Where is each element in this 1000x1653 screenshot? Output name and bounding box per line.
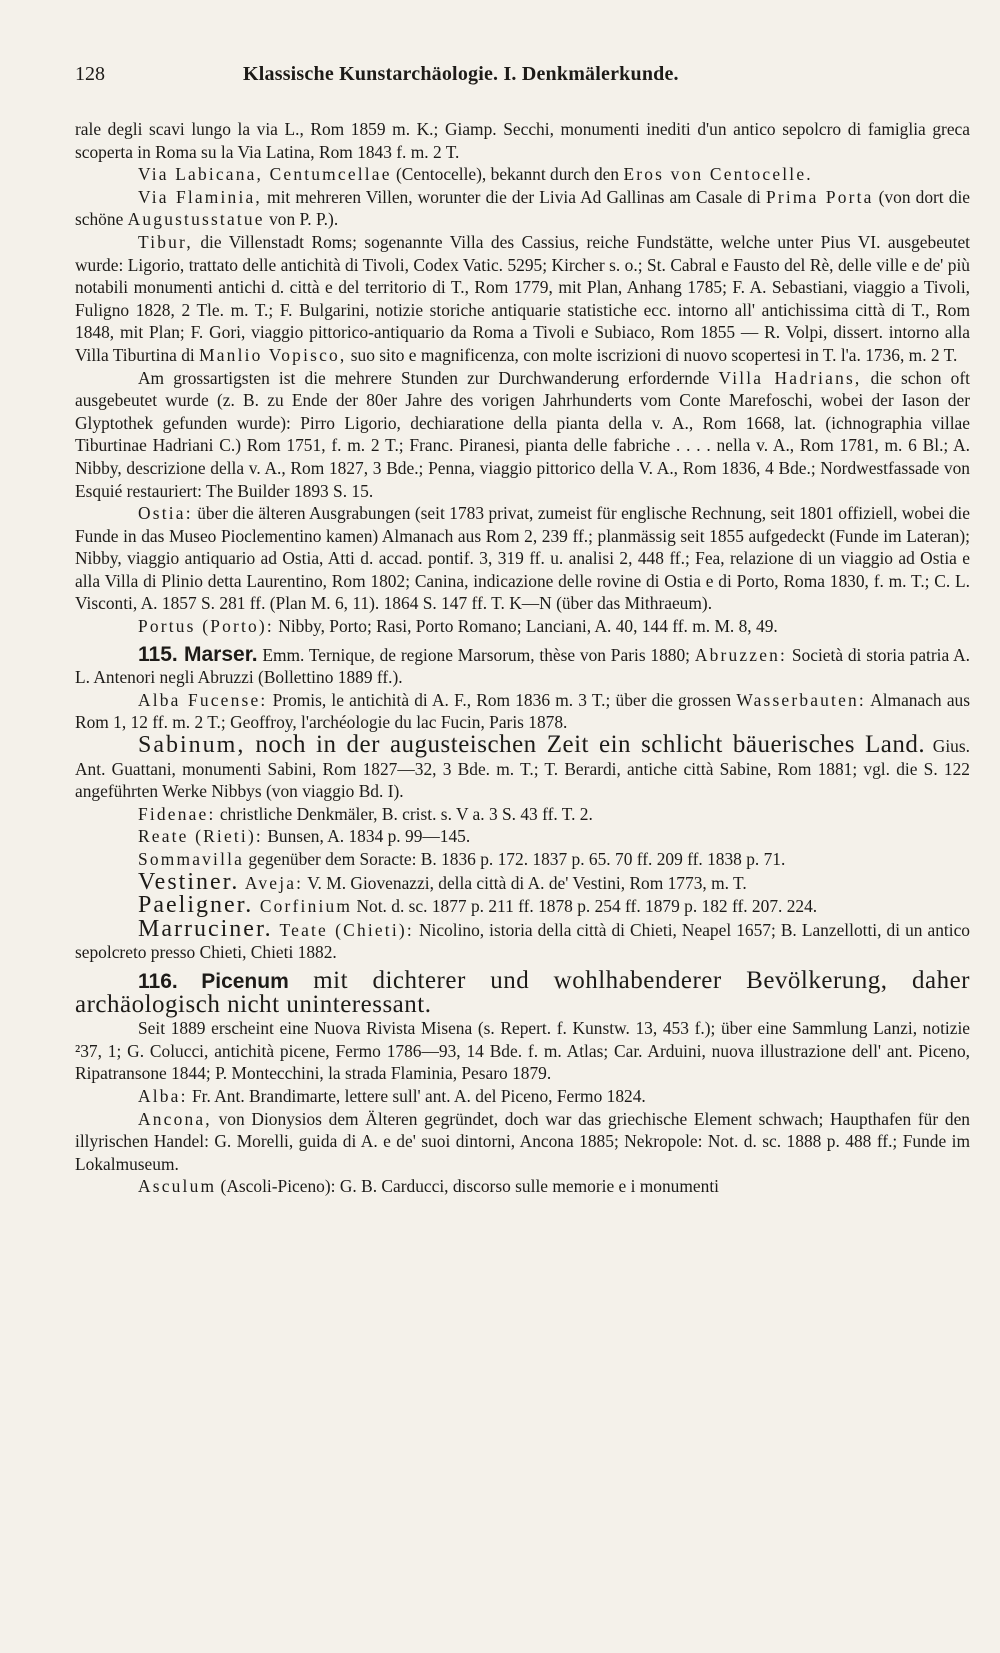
entry-heading: Aveja: xyxy=(239,872,304,893)
page-number: 128 xyxy=(75,63,105,85)
spaced-text: Prima Porta xyxy=(765,186,874,207)
entry-heading: Via Labicana, Centumcellae xyxy=(138,164,392,185)
region-heading: Marruciner. xyxy=(138,915,273,942)
section-paragraph xyxy=(75,731,970,803)
page-body xyxy=(75,118,970,1198)
paragraph xyxy=(75,231,970,367)
text: von Dionysios dem Älteren gegründet, doch war das griechische Element schwach; Haupthafen für den illyrischen Handel: G. Morelli, guida di A. e de' suoi dintorni, Ancona 1885; Nekropole: Not. d. sc. 1888 p. 488 ff.; Funde im Lokalmuseum. xyxy=(75,1108,970,1174)
spaced-text: Abruzzen: xyxy=(694,644,788,665)
section-heading: 116. Picenum xyxy=(138,969,289,993)
paragraph xyxy=(75,868,970,895)
text: suo sito e magnificenza, con molte iscrizioni di nuovo scopertesi in T. l'a. 1736, m. 2 T. xyxy=(346,344,958,365)
paragraph xyxy=(75,689,970,734)
text: die Villenstadt Roms; sogenannte Villa des Cassius, reiche Fundstätte, welche unter Pius VI. ausgebeutet wurde: Ligorio, trattato delle antichità di Tivoli, Codex Vatic. 5295; Kircher s. o.; St. Cabral e Fausto del Rè, delle ville e de' più notabili monumenti antichi d. città e del territorio di T., Rom 1779, mit Plan, Anhang 1785; F. A. Sebastiani, viaggio a Tivoli, Fuligno 1828, 2 Tle. m. T.; F. Bulgarini, notizie storiche antiquarie statistiche ecc. intorno all' antichissima città di T., Rom 1848, mit Plan; F. Gori, viaggio pittorico-antiquario da Roma a Tivoli e Subiaco, Rom 1855 — R. Volpi, dissert. intorno alla Villa Tiburtina di xyxy=(75,231,970,365)
section-heading: 115. Marser. xyxy=(138,642,258,666)
entry-heading: Ancona, xyxy=(138,1108,212,1129)
paragraph xyxy=(75,1017,970,1085)
entry-heading: Portus (Porto): xyxy=(138,616,274,637)
region-heading: Vestiner. xyxy=(138,868,240,895)
text: Nibby, Porto; Rasi, Porto Romano; Lanciani, A. 40, 144 ff. m. M. 8, 49. xyxy=(273,616,778,637)
spaced-text: Villa Hadrians, xyxy=(718,367,862,388)
paragraph xyxy=(75,118,970,163)
text: Gius. Ant. Guattani, monumenti Sabini, Rom 1827—32, 3 Bde. m. T.; T. Berardi, antiche città Sabine, Rom 1881; vgl. die S. 122 angeführten Werke Nibbys (von viaggio Bd. I). xyxy=(75,736,970,802)
text: mit mehreren Villen, worunter die der Livia Ad Gallinas am Casale di xyxy=(261,186,766,207)
text: Am grossartigsten ist die mehrere Stunden zur Durchwanderung erfordernde xyxy=(138,367,719,388)
paragraph xyxy=(75,367,970,503)
section-paragraph xyxy=(75,644,970,689)
entry-heading: Sommavilla xyxy=(138,849,245,869)
paragraph xyxy=(75,163,970,186)
paragraph xyxy=(75,915,970,964)
paragraph xyxy=(75,186,970,231)
running-title: Klassische Kunstarchäologie. I. Denkmälerkunde. xyxy=(243,63,679,85)
paragraph xyxy=(75,1085,970,1108)
text: Emm. Ternique, de regione Marsorum, thèse von Paris 1880; xyxy=(257,644,695,665)
region-heading: Sabinum, xyxy=(138,732,246,759)
entry-heading: Corfinium xyxy=(253,896,353,917)
spaced-text: Wasserbauten: xyxy=(736,689,866,710)
text: Not. d. sc. 1877 p. 211 ff. 1878 p. 254 ff. 1879 p. 182 ff. 207. 224. xyxy=(352,896,818,917)
paragraph xyxy=(75,1175,970,1198)
entry-heading: Teate (Chieti): xyxy=(272,919,414,940)
paragraph xyxy=(75,1108,970,1176)
text: über die älteren Ausgrabungen (seit 1783 privat, zumeist für englische Rechnung, seit 1801 offiziell, wobei die Funde in das Museo Pioclementino kamen) Almanach aus Rom 2, 239 ff.; planmässig seit 1855 aufgedeckt (Funde im Lateran); Nibby, viaggio antiquario ad Ostia, Atti d. accad. pontif. 3, 319 ff. u. analisi 2, 448 ff.; Fea, relazione di un viaggio ad Ostia e alla Villa di Plinio detta Laurentino, Rom 1802; Canina, indicazione delle rovine di Ostia e di Porto, Roma 1830, f. m. T.; C. L. Visconti, A. 1857 S. 281 ff. (Plan M. 6, 11). 1864 S. 147 ff. T. K—N (über das Mithraeum). xyxy=(75,503,970,614)
text: gegenüber dem Soracte: B. 1836 p. 172. 1837 p. 65. 70 ff. 209 ff. 1838 p. 71. xyxy=(244,849,786,869)
section-subtitle: mit dichterer und wohlhabenderer Bevölkerung, daher archäologisch nicht uninteressant. xyxy=(75,966,970,1018)
text: Seit 1889 erscheint eine Nuova Rivista Misena (s. Repert. f. Kunstw. 13, 453 f.); über eine Sammlung Lanzi, notizie ²37, 1; G. Colucci, antichità picene, Fermo 1786—93, 14 Bde. f. m. Atlas; Car. Arduini, nuova illustrazione dell' ant. Piceno, Ripatransone 1844; P. Montecchini, la strada Flaminia, Pesaro 1879. xyxy=(75,1018,970,1084)
entry-heading: Fidenae: xyxy=(138,803,216,824)
text: Società di storia patria A. L. Antenori negli Abruzzi (Bollettino 1889 ff.). xyxy=(75,644,970,688)
region-heading: Paeligner. xyxy=(138,892,254,919)
text: (Ascoli-Piceno): G. B. Carducci, discorso sulle memorie e i monumenti xyxy=(216,1176,719,1197)
text: Bunsen, A. 1834 p. 99—145. xyxy=(262,826,471,847)
spaced-text: Augustusstatue xyxy=(127,209,265,230)
text: (von dort die schöne xyxy=(75,186,970,230)
text: rale degli scavi lungo la via L., Rom 1859 m. K.; Giamp. Secchi, monumenti inediti d'un antico sepolcro di famiglia greca scoperta in Roma su la Via Latina, Rom 1843 f. m. 2 T. xyxy=(75,119,970,162)
entry-heading: Alba: xyxy=(138,1085,188,1106)
entry-heading: Reate (Rieti): xyxy=(138,826,263,847)
spaced-text: Manlio Vopisco, xyxy=(199,344,347,365)
entry-heading: Asculum xyxy=(138,1176,217,1197)
text: (Centocelle), bekannt durch den xyxy=(391,164,624,185)
paragraph xyxy=(75,615,970,638)
paragraph xyxy=(75,502,970,615)
paragraph xyxy=(75,894,970,918)
paragraph xyxy=(75,848,970,871)
text: von P. P.). xyxy=(264,209,339,230)
text: Nicolino, istoria della città di Chieti, Neapel 1657; B. Lanzellotti, di un antico sepolcreto presso Chieti, Chieti 1882. xyxy=(75,919,970,963)
entry-heading: Ostia: xyxy=(138,503,193,524)
entry-heading: Tibur, xyxy=(138,231,193,252)
entry-heading: Alba Fucense: xyxy=(138,689,268,710)
text: Promis, le antichità di A. F., Rom 1836 m. 3 T.; über die grossen xyxy=(267,689,737,710)
paragraph xyxy=(75,803,970,826)
entry-heading: Via Flaminia, xyxy=(138,186,262,207)
region-subtitle: noch in der augusteischen Zeit ein schlicht bäuerisches Land. xyxy=(245,731,926,759)
text: Almanach aus Rom 1, 12 ff. m. 2 T.; Geoffroy, l'archéologie du lac Fucin, Paris 1878. xyxy=(75,689,970,733)
text: Fr. Ant. Brandimarte, lettere sull' ant. A. del Piceno, Fermo 1824. xyxy=(187,1085,646,1106)
paragraph xyxy=(75,825,970,848)
text: die schon oft ausgebeutet wurde (z. B. zu Ende der 80er Jahre des vorigen Jahrhunderts vom Conte Marefoschi, wobei der Iason der Glyptothek gefunden wurde): Pirro Ligorio, dechiaratione della pianta della v. A., Rom 1668, lat. (ichnographia villae Tiburtinae Hadriani C.) Rom 1751, f. m. 2 T.; Franc. Piranesi, pianta delle fabriche . . . . nella v. A., Rom 1781, m. 6 Bl.; A. Nibby, descrizione della v. A., Rom 1827, 3 Bde.; Penna, viaggio pittorico della V. A., Rom 1836, 4 Bde.; Nordwestfassade von Esquié restauriert: The Builder 1893 S. 15. xyxy=(75,367,970,501)
text: V. M. Giovenazzi, della città di A. de' Vestini, Rom 1773, m. T. xyxy=(303,872,747,893)
spaced-text: Eros von Centocelle. xyxy=(623,164,813,185)
text: christliche Denkmäler, B. crist. s. V a. 3 S. 43 ff. T. 2. xyxy=(215,803,593,824)
section-paragraph xyxy=(75,966,970,1018)
